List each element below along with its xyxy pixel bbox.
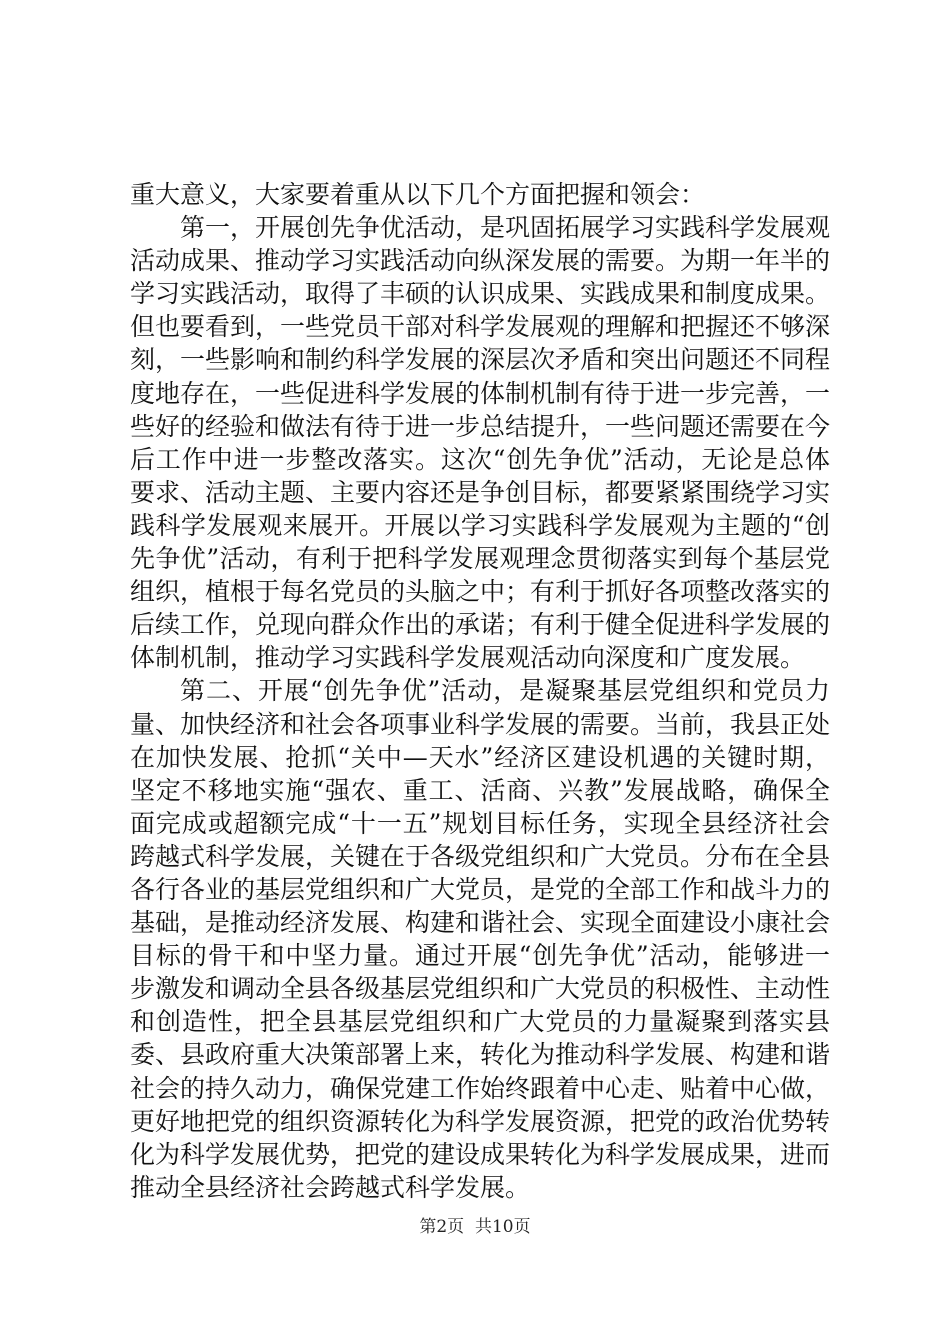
paragraph-second-point: 第二、开展“创先争优”活动，是凝聚基层党组织和党员力量、加快经济和社会各项事业科学发展的需要。当前，我县正处在加快发展、抢抓“关中—天水”经济区建设机遇的关键时期，坚定不移地实施“强农、重工、活商、兴教”发展战略，确保全面完成或超额完成“十一五”规划目标任务，实现全县经济社会跨越式科学发展，关键在于各级党组织和广大党员。分布在全县各行各业的基层党组织和广大党员，是党的全部工作和战斗力的基础，是推动经济发展、构建和谐社会、实现全面建设小康社会目标的骨干和中坚力量。通过开展“创先争优”活动，能够进一步激发和调动全县各级基层党组织和广大党员的积极性、主动性和创造性，把全县基层党组织和广大党员的力量凝聚到落实县委、县政府重大决策部署上来，转化为推动科学发展、构建和谐社会的持久动力，确保党建工作始终跟着中心走、贴着中心做，更好地把党的组织资源转化为科学发展资源，把党的政治优势转化为科学发展优势，把党的建设成果转化为科学发展成果，进而推动全县经济社会跨越式科学发展。	[130, 676, 831, 1202]
page-number-label: 第2页 共10页	[419, 1217, 531, 1237]
document-body	[130, 178, 830, 1204]
paragraph-continuation: 重大意义，大家要着重从以下几个方面把握和领会：	[130, 180, 706, 209]
page-footer	[0, 1212, 950, 1237]
paragraph-first-point: 第一，开展创先争优活动，是巩固拓展学习实践科学发展观活动成果、推动学习实践活动向纵深发展的需要。为期一年半的学习实践活动，取得了丰硕的认识成果、实践成果和制度成果。但也要看到，一些党员干部对科学发展观的理解和把握还不够深刻，一些影响和制约科学发展的深层次矛盾和突出问题还不同程度地存在，一些促进科学发展的体制机制有待于进一步完善，一些好的经验和做法有待于进一步总结提升，一些问题还需要在今后工作中进一步整改落实。这次“创先争优”活动，无论是总体要求、活动主题、主要内容还是争创目标，都要紧紧围绕学习实践科学发展观来展开。开展以学习实践科学发展观为主题的“创先争优”活动，有利于把科学发展观理念贯彻落实到每个基层党组织，植根于每名党员的头脑之中；有利于抓好各项整改落实的后续工作，兑现向群众作出的承诺；有利于健全促进科学发展的体制机制，推动学习实践科学发展观活动向深度和广度发展。	[130, 213, 831, 673]
